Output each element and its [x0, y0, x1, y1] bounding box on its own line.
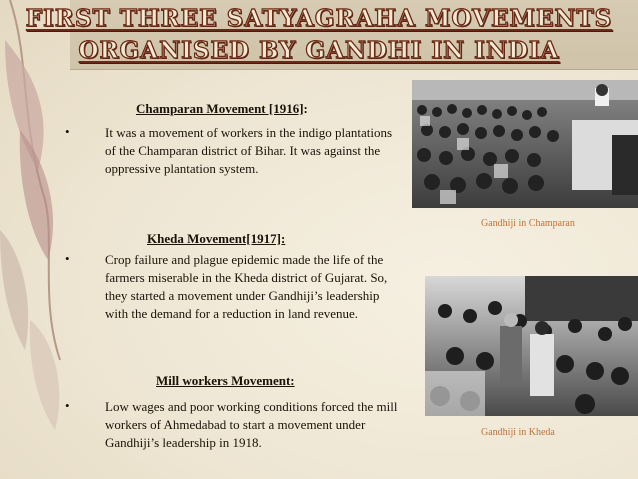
title-line-2: ORGANISED BY GANDHI IN INDIA [78, 37, 560, 64]
caption-kheda: Gandhiji in Kheda [481, 427, 555, 438]
section-heading-kheda: Kheda Movement[1917]: [147, 231, 286, 246]
caption-champaran: Gandhiji in Champaran [481, 218, 575, 229]
section-heading-champaran: Champaran Movement [1916]: [136, 101, 308, 116]
bullet-mill-workers: • [65, 398, 70, 413]
section-text-mill-workers: Low wages and poor working conditions forced the mill workers of Ahmedabad to start a movement under Gandhiji’s leadership in 1918. [105, 399, 398, 450]
section-text-kheda: Crop failure and plague epidemic made the life of the farmers miserable in the Kheda district of Gujarat. So, they started a movement under Gandhiji’s leadership with the demand for a reduction in land revenue. [105, 252, 388, 321]
title-line-1: FIRST THREE SATYAGRAHA MOVEMENTS [25, 5, 613, 32]
section-text-champaran: It was a movement of workers in the indigo plantations of the Champaran district of Bihar. It was against the oppressive plantation system. [105, 125, 393, 176]
section-heading-mill-workers: Mill workers Movement: [156, 373, 295, 388]
bullet-champaran: • [65, 124, 70, 139]
photo-kheda [425, 276, 638, 416]
bullet-kheda: • [65, 251, 70, 266]
photo-champaran [412, 80, 638, 208]
leaf-decoration-icon [0, 0, 70, 479]
